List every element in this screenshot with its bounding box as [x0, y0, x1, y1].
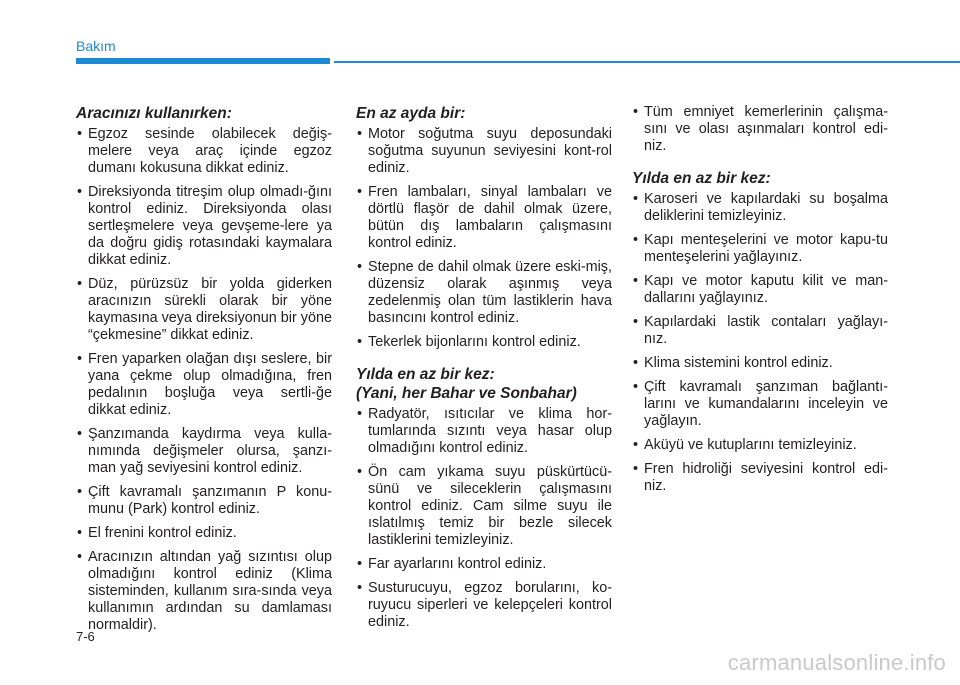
list-item: • Fren lambaları, sinyal lambaları ve dörtlü flaşör de dahil olmak üzere, bütün dış lambaların çalışmasını kontrol ediniz.: [356, 184, 612, 252]
list-item: • Düz, pürüzsüz bir yolda giderken aracınızın sürekli olarak bir yöne kaymasına veya direksiyonun bir yöne “çekmesine” dikkat ediniz.: [76, 276, 332, 344]
list-monthly: [356, 126, 612, 351]
list-item: • Çift kavramalı şanzımanın P konu-munu (Park) kontrol ediniz.: [76, 484, 332, 518]
heading-while-driving: Aracınızı kullanırken:: [76, 105, 232, 122]
list-item: • Ön cam yıkama suyu püskürtücü-sünü ve sileceklerin çalışmasını kontrol ediniz. Cam silme suyu ile ıslatılmış temiz bir bezle silecek lastiklerini temizleyiniz.: [356, 464, 612, 549]
column-3: [632, 104, 888, 509]
list-item: • Kapılardaki lastik contaları yağlayı-nız.: [632, 314, 888, 348]
list-item: • Fren yaparken olağan dışı seslere, bir yana çekme olup olmadığına, fren pedalının boşluğa veya sertli-ğe dikkat ediniz.: [76, 351, 332, 419]
column-1: [76, 104, 332, 648]
header-rule-thick: [76, 58, 330, 64]
heading-yearly-spring-autumn: [356, 365, 612, 403]
list-item: • Klima sistemini kontrol ediniz.: [632, 355, 888, 372]
list-item: • Radyatör, ısıtıcılar ve klima hor-tumlarında sızıntı veya hasar olup olmadığını kontrol ediniz.: [356, 406, 612, 457]
list-item: • Kapı ve motor kaputu kilit ve man-dallarını yağlayınız.: [632, 273, 888, 307]
list-item: • Motor soğutma suyu deposundaki soğutma suyunun seviyesini kont-rol ediniz.: [356, 126, 612, 177]
heading-yearly-line2: (Yani, her Bahar ve Sonbahar): [356, 385, 577, 402]
list-item: • Aküyü ve kutuplarını temizleyiniz.: [632, 437, 888, 454]
list-item: • Şanzımanda kaydırma veya kulla-nımında değişmeler olursa, şanzı-man yağ seviyesini kontrol ediniz.: [76, 426, 332, 477]
list-item: • Çift kavramalı şanzıman bağlantı-larını ve kumandalarını inceleyin ve yağlayın.: [632, 379, 888, 430]
list-item: • Fren hidroliği seviyesini kontrol edi-niz.: [632, 461, 888, 495]
list-item: • Karoseri ve kapılardaki su boşalma deliklerini temizleyiniz.: [632, 191, 888, 225]
list-item: • Stepne de dahil olmak üzere eski-miş, düzensiz olarak aşınmış veya zedelenmiş olan tüm lastiklerin hava basıncını kontrol ediniz.: [356, 259, 612, 327]
list-item: • Direksiyonda titreşim olup olmadı-ğını kontrol ediniz. Direksiyonda olası sertleşmelere veya gevşeme-lere ya da doğru gidiş rotasındaki kaymalara dikkat ediniz.: [76, 184, 332, 269]
list-item: • Egzoz sesinde olabilecek değiş-melere veya araç içinde egzoz dumanı kokusuna dikkat ediniz.: [76, 126, 332, 177]
list-yearly: [632, 191, 888, 495]
list-item: • Susturucuyu, egzoz borularını, ko-ruyucu siperleri ve kelepçeleri kontrol ediniz.: [356, 580, 612, 631]
list-item: • Tekerlek bijonlarını kontrol ediniz.: [356, 334, 612, 351]
list-while-driving: [76, 126, 332, 634]
header-rule-thin: [334, 61, 960, 63]
list-item: • Aracınızın altından yağ sızıntısı olup olmadığını kontrol ediniz (Klima sisteminden, kullanım sıra-sında veya kullanımın ardından su damlaması normaldir).: [76, 549, 332, 634]
list-item: • El frenini kontrol ediniz.: [76, 525, 332, 542]
heading-yearly-line1: Yılda en az bir kez:: [356, 366, 495, 383]
watermark: carmanualsonline.info: [727, 650, 946, 675]
section-title: Bakım: [76, 38, 116, 54]
heading-yearly: Yılda en az bir kez:: [632, 170, 771, 187]
page-number: 7-6: [76, 629, 95, 644]
list-yearly-spring-autumn: [356, 406, 612, 631]
list-item: • Far ayarlarını kontrol ediniz.: [356, 556, 612, 573]
list-item: • Tüm emniyet kemerlerinin çalışma-sını ve olası aşınmaları kontrol edi-niz.: [632, 104, 888, 155]
heading-monthly: En az ayda bir:: [356, 105, 466, 122]
list-item: • Kapı menteşelerini ve motor kapu-tu menteşelerini yağlayınız.: [632, 232, 888, 266]
column-2: [356, 104, 612, 645]
list-monthly-continued: [632, 104, 888, 155]
